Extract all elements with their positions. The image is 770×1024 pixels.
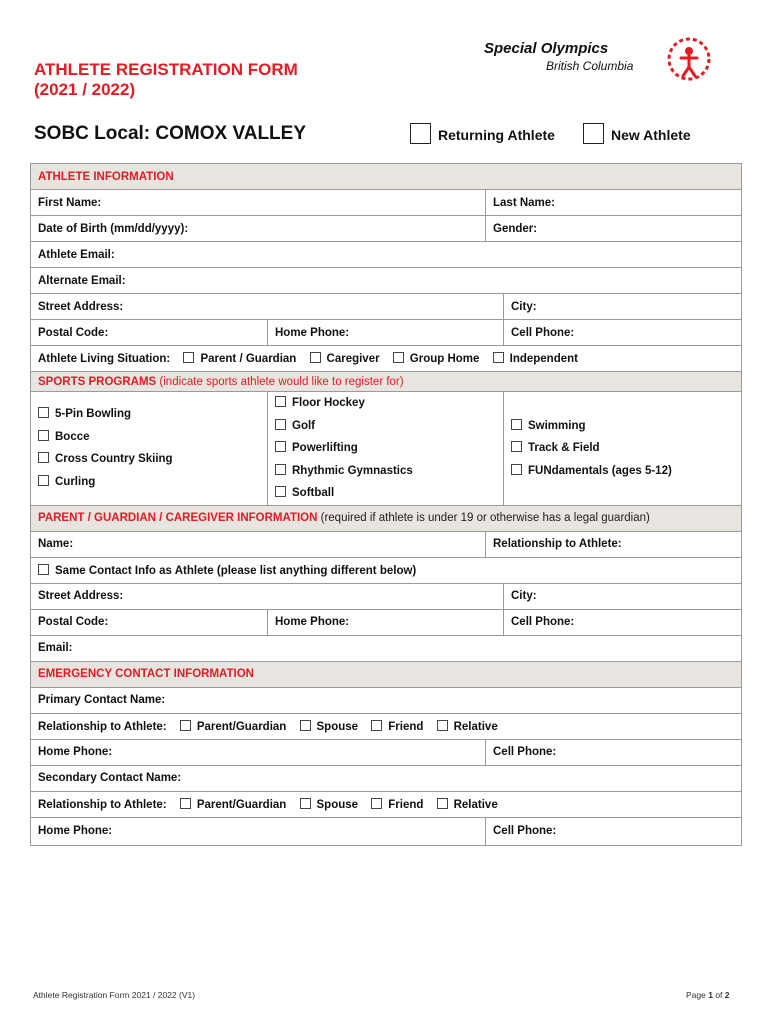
first-name-field[interactable] (31, 190, 486, 216)
primary-cell-phone-field[interactable] (486, 739, 742, 765)
special-olympics-emblem-icon (664, 34, 714, 84)
sports-programs-note: (indicate sports athlete would like to register for) (159, 375, 404, 388)
swimming-label: Swimming (528, 419, 586, 432)
logo-subtext: British Columbia (546, 59, 634, 73)
dob-field[interactable] (31, 216, 486, 242)
registration-form-table (30, 163, 742, 846)
first-name-label: First Name: (38, 196, 102, 209)
primary-spouse-checkbox[interactable] (300, 720, 311, 731)
secondary-spouse-checkbox[interactable] (300, 798, 311, 809)
guardian-home-phone-label: Home Phone: (275, 616, 350, 628)
primary-parent-label: Parent/Guardian (196, 720, 287, 733)
living-group-home-label: Group Home (409, 353, 480, 365)
primary-relationship-row (31, 713, 742, 739)
footer-page-number (686, 990, 730, 1000)
guardian-cell-phone-label: Cell Phone: (511, 616, 575, 628)
dob-label: Date of Birth (mm/dd/yyyy): (38, 222, 189, 235)
primary-parent-checkbox[interactable] (180, 720, 191, 731)
golf-checkbox[interactable] (275, 419, 286, 430)
form-title: ATHLETE REGISTRATION FORM (34, 60, 298, 79)
new-athlete-checkbox[interactable] (583, 123, 604, 144)
softball-label: Softball (292, 487, 335, 499)
guardian-info-title: PARENT / GUARDIAN / CAREGIVER INFORMATION (38, 512, 318, 524)
guardian-relationship-label: Relationship to Athlete: (493, 538, 622, 550)
guardian-home-phone-field[interactable] (268, 609, 504, 635)
secondary-home-phone-label: Home Phone: (38, 825, 113, 837)
last-name-label: Last Name: (493, 196, 555, 209)
rhythmic-gymnastics-checkbox[interactable] (275, 464, 286, 475)
guardian-info-header (31, 505, 742, 531)
sports-programs-title: SPORTS PROGRAMS (38, 375, 157, 388)
secondary-cell-phone-label: Cell Phone: (493, 825, 557, 837)
page-total: 2 (724, 990, 730, 1000)
cell-phone-field[interactable] (504, 320, 742, 346)
sports-column-2 (268, 392, 504, 506)
bocce-checkbox[interactable] (38, 430, 49, 441)
cross-country-skiing-checkbox[interactable] (38, 452, 49, 463)
athlete-info-header: ATHLETE INFORMATION (31, 164, 742, 190)
primary-cell-phone-label: Cell Phone: (493, 746, 557, 758)
home-phone-field[interactable] (268, 320, 504, 346)
city-field[interactable] (504, 294, 742, 320)
secondary-friend-checkbox[interactable] (371, 798, 382, 809)
bowling-label: 5-Pin Bowling (55, 408, 132, 421)
bowling-checkbox[interactable] (38, 407, 49, 418)
primary-friend-checkbox[interactable] (371, 720, 382, 731)
primary-relative-checkbox[interactable] (437, 720, 448, 731)
golf-label: Golf (292, 419, 315, 432)
bocce-label: Bocce (55, 430, 90, 443)
sports-column-1 (31, 392, 268, 506)
guardian-info-note: (required if athlete is under 19 or otherwise has a legal guardian) (320, 512, 650, 524)
same-contact-row (31, 557, 742, 583)
form-year: (2021 / 2022) (34, 80, 136, 99)
curling-label: Curling (55, 475, 96, 488)
guardian-street-label: Street Address: (38, 590, 124, 602)
primary-contact-label: Primary Contact Name: (38, 694, 166, 706)
guardian-city-field[interactable] (504, 583, 742, 609)
secondary-parent-checkbox[interactable] (180, 798, 191, 809)
track-field-checkbox[interactable] (511, 441, 522, 452)
living-independent-label: Independent (509, 353, 578, 365)
new-athlete-label: New Athlete (611, 127, 691, 143)
guardian-postal-field[interactable] (31, 609, 268, 635)
same-contact-checkbox[interactable] (38, 564, 49, 575)
floor-hockey-checkbox[interactable] (275, 396, 286, 407)
local-name: SOBC Local: COMOX VALLEY (34, 123, 307, 144)
secondary-contact-label: Secondary Contact Name: (38, 772, 182, 784)
logo-text: Special Olympics (484, 40, 609, 57)
postal-code-label: Postal Code: (38, 326, 109, 339)
guardian-email-label: Email: (38, 642, 73, 654)
secondary-home-phone-field[interactable] (31, 817, 486, 845)
cross-country-skiing-label: Cross Country Skiing (55, 453, 173, 466)
emergency-contact-header: EMERGENCY CONTACT INFORMATION (31, 661, 742, 687)
guardian-cell-phone-field[interactable] (504, 609, 742, 635)
guardian-postal-label: Postal Code: (38, 616, 109, 628)
athlete-email-field[interactable] (31, 242, 742, 268)
sports-column-3 (504, 392, 742, 506)
secondary-relationship-row (31, 791, 742, 817)
athlete-email-label: Athlete Email: (38, 248, 115, 261)
returning-athlete-label: Returning Athlete (438, 127, 555, 143)
returning-athlete-checkbox[interactable] (410, 123, 431, 144)
track-field-label: Track & Field (528, 442, 600, 454)
page-current: 1 (708, 990, 713, 1000)
powerlifting-checkbox[interactable] (275, 441, 286, 452)
living-situation-label: Athlete Living Situation: (38, 353, 171, 365)
guardian-email-field[interactable] (31, 635, 742, 661)
primary-friend-label: Friend (388, 720, 424, 733)
living-caregiver-checkbox[interactable] (310, 352, 321, 363)
softball-checkbox[interactable] (275, 486, 286, 497)
secondary-relationship-label: Relationship to Athlete: (38, 798, 167, 811)
street-address-field[interactable] (31, 294, 504, 320)
living-independent-checkbox[interactable] (493, 352, 504, 363)
living-parent-label: Parent / Guardian (200, 353, 297, 365)
rhythmic-gymnastics-label: Rhythmic Gymnastics (292, 464, 413, 477)
same-contact-label: Same Contact Info as Athlete (please list anything different below) (55, 564, 417, 577)
primary-relative-label: Relative (453, 720, 498, 733)
guardian-name-label: Name: (38, 538, 74, 550)
alternate-email-field[interactable] (31, 268, 742, 294)
secondary-friend-label: Friend (388, 798, 424, 811)
last-name-field[interactable] (486, 190, 742, 216)
fundamentals-checkbox[interactable] (511, 464, 522, 475)
guardian-city-label: City: (511, 590, 537, 602)
primary-spouse-label: Spouse (316, 720, 359, 733)
page-of: of (712, 990, 725, 1000)
sports-programs-header (31, 372, 742, 392)
secondary-spouse-label: Spouse (316, 798, 359, 811)
guardian-name-field[interactable] (31, 531, 486, 557)
primary-home-phone-field[interactable] (31, 739, 486, 765)
guardian-street-field[interactable] (31, 583, 504, 609)
primary-home-phone-label: Home Phone: (38, 746, 113, 758)
secondary-relative-label: Relative (453, 798, 498, 811)
powerlifting-label: Powerlifting (292, 442, 358, 454)
living-parent-checkbox[interactable] (183, 352, 194, 363)
secondary-parent-label: Parent/Guardian (196, 798, 287, 811)
secondary-cell-phone-field[interactable] (486, 817, 742, 845)
postal-code-field[interactable] (31, 320, 268, 346)
secondary-relative-checkbox[interactable] (437, 798, 448, 809)
gender-field[interactable] (486, 216, 742, 242)
secondary-contact-field[interactable] (31, 765, 742, 791)
curling-checkbox[interactable] (38, 475, 49, 486)
page-prefix: Page (686, 990, 709, 1000)
home-phone-label: Home Phone: (275, 326, 350, 339)
guardian-relationship-field[interactable] (486, 531, 742, 557)
city-label: City: (511, 300, 537, 313)
floor-hockey-label: Floor Hockey (292, 397, 365, 409)
swimming-checkbox[interactable] (511, 419, 522, 430)
special-olympics-logo (484, 34, 714, 82)
street-address-label: Street Address: (38, 300, 124, 313)
living-situation-row (31, 346, 742, 372)
alternate-email-label: Alternate Email: (38, 274, 126, 287)
living-caregiver-label: Caregiver (326, 353, 380, 365)
fundamentals-label: FUNdamentals (ages 5-12) (528, 464, 672, 477)
primary-relationship-label: Relationship to Athlete: (38, 720, 167, 733)
gender-label: Gender: (493, 222, 538, 235)
living-group-home-checkbox[interactable] (393, 352, 404, 363)
primary-contact-field[interactable] (31, 687, 742, 713)
footer-form-name: Athlete Registration Form 2021 / 2022 (V1) (33, 990, 196, 1000)
cell-phone-label: Cell Phone: (511, 326, 575, 339)
